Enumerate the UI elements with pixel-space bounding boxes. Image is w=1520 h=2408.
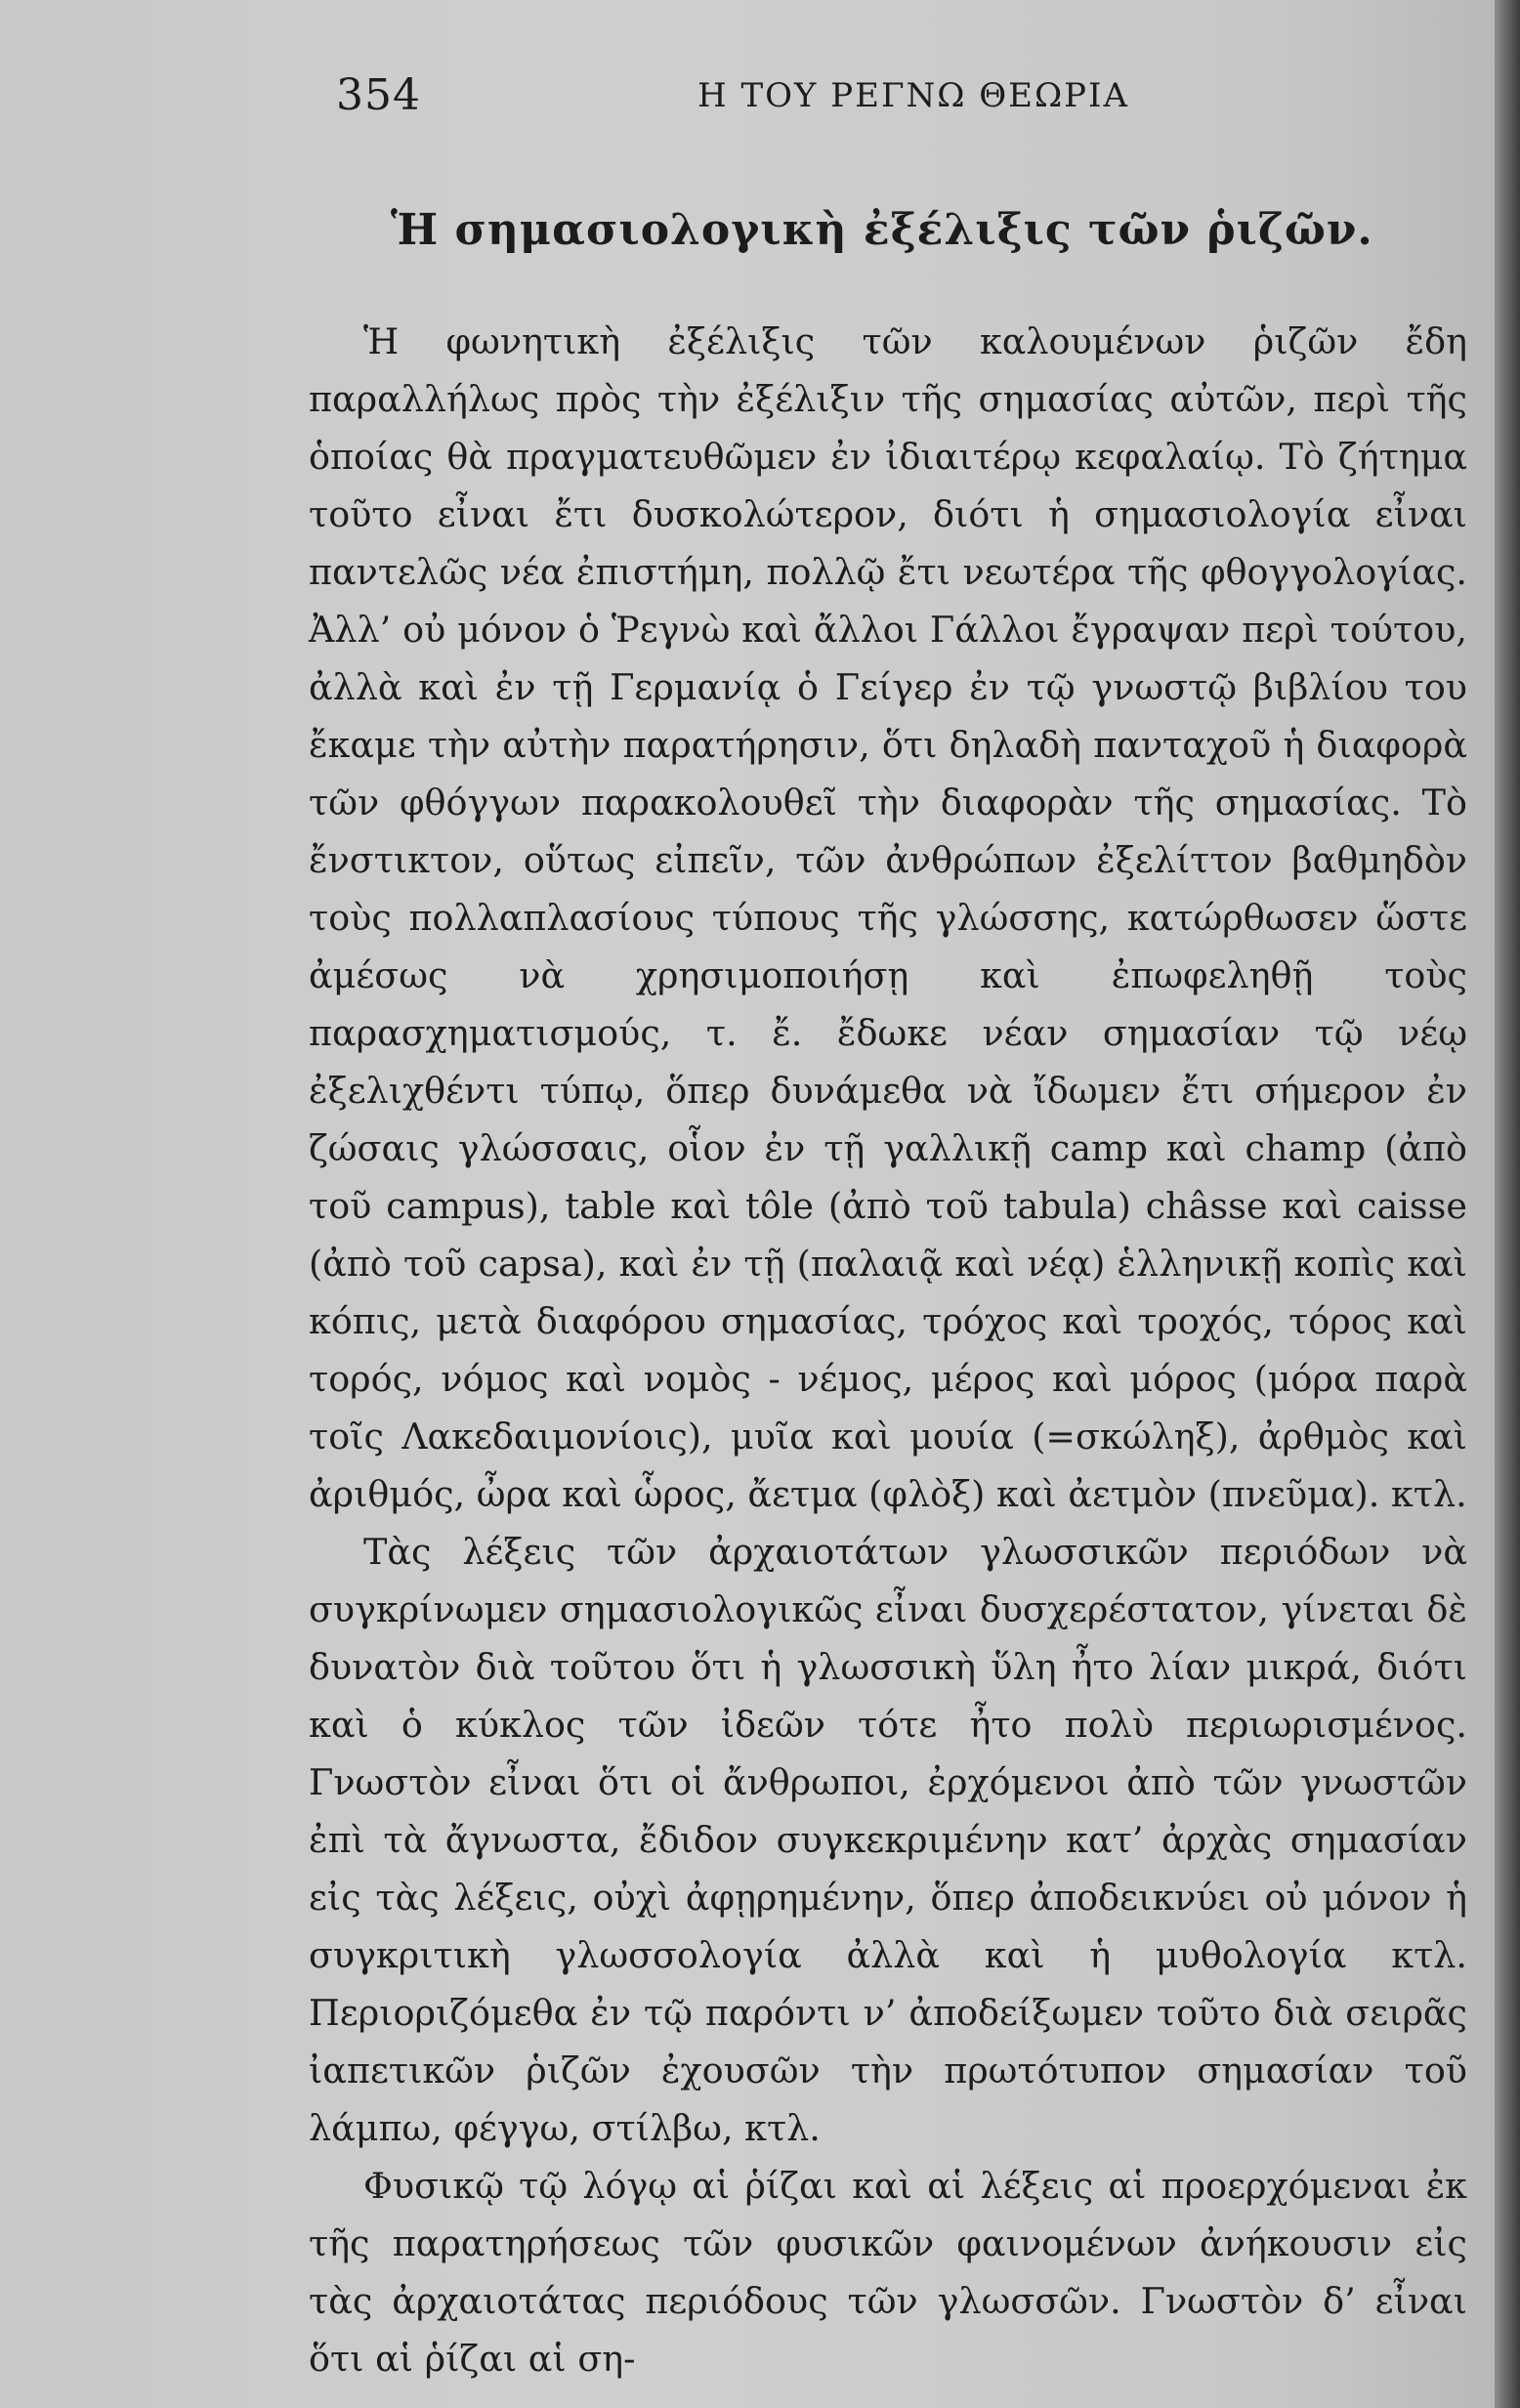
page-edge-shadow <box>1495 0 1520 2408</box>
page-number: 354 <box>336 70 421 120</box>
paragraph: Τὰς λέξεις τῶν ἀρχαιοτάτων γλωσσικῶν περιόδων νὰ συγκρίνωμεν σημασιολογικῶς εἶναι δυσχερέστατον, γίνεται δὲ δυνατὸν διὰ τοῦτου ὅτι ἡ γλωσσικὴ ὕλη ἦτο λίαν μικρά, διότι καὶ ὁ κύκλος τῶν ἰδεῶν τότε ἦτο πολὺ περιωρισμένος. Γνωστὸν εἶναι ὅτι οἱ ἄνθρωποι, ἐρχόμενοι ἀπὸ τῶν γνωστῶν ἐπὶ τὰ ἄγνωστα, ἔδιδον συγκεκριμένην κατ’ ἀρχὰς σημασίαν εἰς τὰς λέξεις, οὐχὶ ἀφῃρημένην, ὅπερ ἀποδεικνύει οὐ μόνον ἡ συγκριτικὴ γλωσσολογία ἀλλὰ καὶ ἡ μυθολογία κτλ. Περιοριζόμεθα ἐν τῷ παρόντι ν’ ἀποδείξωμεν τοῦτο διὰ σειρᾶς ἰαπετικῶν ῥιζῶν ἐχουσῶν τὴν πρωτότυπον σημασίαν τοῦ λάμπω, φέγγω, στίλβω, κτλ. <box>309 1531 1467 2149</box>
section-title: Ἡ σημασιολογικὴ ἐξέλιξις τῶν ῥιζῶν. <box>391 205 1373 255</box>
paragraph: Φυσικῷ τῷ λόγῳ αἱ ῥίζαι καὶ αἱ λέξεις αἱ προερχόμεναι ἐκ τῆς παρατηρήσεως τῶν φυσικῶν φαινομένων ἀνήκουσιν εἰς τὰς ἀρχαιοτάτας περιόδους τῶν γλωσσῶν. Γνωστὸν δ’ εἶναι ὅτι αἱ ῥίζαι αἱ ση- <box>309 2165 1467 2380</box>
body-text <box>309 313 1467 2387</box>
page-header <box>336 70 1450 139</box>
running-title: Η ΤΟΥ ΡΕΓΝΩ ΘΕΩΡΙΑ <box>697 76 1130 115</box>
paragraph: Ἡ φωνητικὴ ἐξέλιξις τῶν καλουμένων ῥιζῶν ἔδη παραλλήλως πρὸς τὴν ἐξέλιξιν τῆς σημασίας αὐτῶν, περὶ τῆς ὁποίας θὰ πραγματευθῶμεν ἐν ἰδιαιτέρῳ κεφαλαίῳ. Τὸ ζήτημα τοῦτο εἶναι ἔτι δυσκολώτερον, διότι ἡ σημασιολογία εἶναι παντελῶς νέα ἐπιστήμη, πολλῷ ἔτι νεωτέρα τῆς φθογγολογίας. Ἀλλ’ οὐ μόνον ὁ Ῥεγνὼ καὶ ἄλλοι Γάλλοι ἔγραψαν περὶ τούτου, ἀλλὰ καὶ ἐν τῇ Γερμανίᾳ ὁ Γείγερ ἐν τῷ γνωστῷ βιβλίου του ἔκαμε τὴν αὐτὴν παρατήρησιν, ὅτι δηλαδὴ πανταχοῦ ἡ διαφορὰ τῶν φθόγγων παρακολουθεῖ τὴν διαφορὰν τῆς σημασίας. Τὸ ἔνστικτον, οὕτως εἰπεῖν, τῶν ἀνθρώπων ἐξελίττον βαθμηδὸν τοὺς πολλαπλασίους τύπους τῆς γλώσσης, κατώρθωσεν ὥστε ἀμέσως νὰ χρησιμοποιήσῃ καὶ ἐπωφεληθῇ τοὺς παρασχηματισμούς, τ. ἔ. ἔδωκε νέαν σημασίαν τῷ νέῳ ἐξελιχθέντι τύπῳ, ὅπερ δυνάμεθα νὰ ἴδωμεν ἔτι σήμερον ἐν ζώσαις γλώσσαις, οἷον ἐν τῇ γαλλικῇ camp καὶ champ (ἀπὸ τοῦ campus), table καὶ tôle (ἀπὸ τοῦ tabula) châsse καὶ caisse (ἀπὸ τοῦ capsa), καὶ ἐν τῇ (παλαιᾷ καὶ νέᾳ) ἑλληνικῇ κοπὶς καὶ κόπις, μετὰ διαφόρου σημασίας, τρόχος καὶ τροχός, τόρος καὶ τορός, νόμος καὶ νομὸς - νέμος, μέρος καὶ μόρος (μόρα παρὰ τοῖς Λακεδαιμονίοις), μυῖα καὶ μουία (=σκώληξ), ἀρθμὸς καὶ ἀριθμός, ὦρα καὶ ὧρος, ἄετμα (φλὸξ) καὶ ἀετμὸν (πνεῦμα). κτλ. <box>309 320 1467 1515</box>
